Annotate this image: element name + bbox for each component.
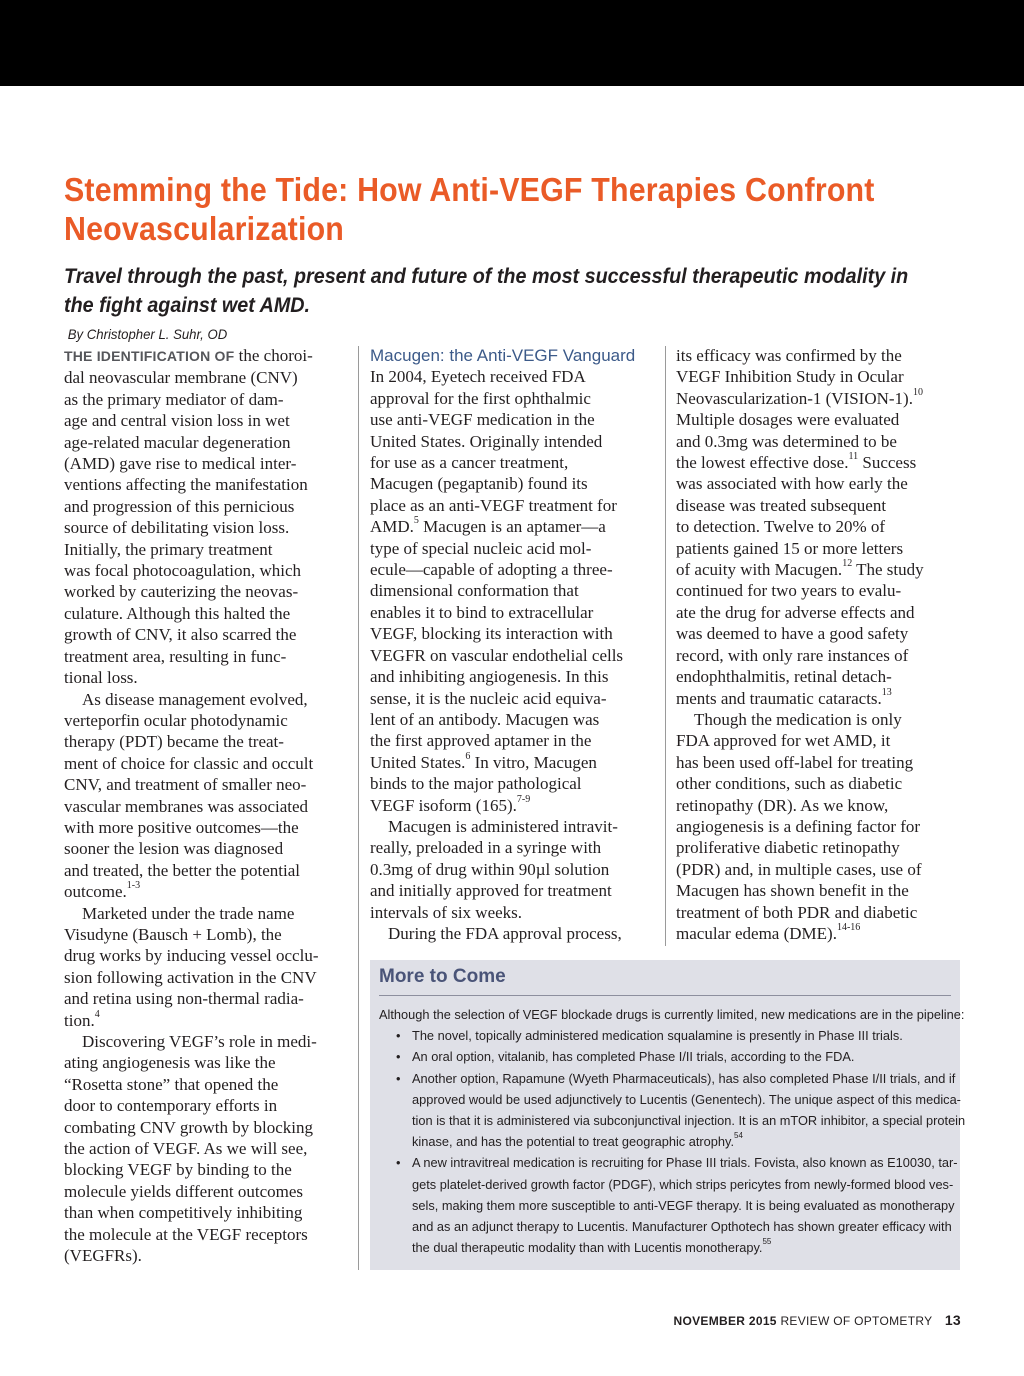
bullet-continuation: gets platelet-derived growth factor (PDGF), which strips pericytes from newly-formed blood ves-: [412, 1176, 954, 1192]
text-line: binds to the major pathological: [370, 774, 582, 794]
title-line: Neovascularization: [64, 210, 345, 247]
text-line: and inhibiting angiogenesis. In this: [370, 667, 609, 687]
text-line: [676, 559, 966, 580]
text-line: [676, 688, 966, 709]
reference-marker: 12: [842, 558, 853, 570]
text-line: ecule—capable of adopting a three-: [370, 560, 613, 580]
page-footer: [674, 1312, 961, 1328]
reference-marker: 10: [912, 386, 923, 398]
bullet-icon: •: [396, 1028, 401, 1044]
text-line: “Rosetta stone” that opened the: [64, 1074, 279, 1094]
bullet-continuation: approved would be used adjunctively to Lucentis (Genentech). The unique aspect of this medica-: [412, 1091, 961, 1107]
reference-marker: 4: [94, 1008, 100, 1020]
text-line: intervals of six weeks.: [370, 902, 523, 922]
bullet-item: [379, 1025, 955, 1046]
text-line: ment of choice for classic and occult: [64, 753, 314, 773]
text-line: place as an anti-VEGF treatment for: [370, 495, 617, 515]
text-line: verteporfin ocular photodynamic: [64, 710, 288, 730]
text-line: (AMD) gave rise to medical inter-: [64, 454, 297, 474]
text: VEGF isoform (165).: [370, 795, 517, 815]
reference-marker: 7-9: [516, 793, 531, 805]
text-line: sooner the lesion was diagnosed: [64, 839, 284, 859]
text-line: source of debilitating vision loss.: [64, 518, 290, 538]
text-line: blocking VEGF by binding to the: [64, 1160, 292, 1180]
text-line: Marketed under the trade name: [82, 903, 295, 923]
text-line: VEGFR on vascular endothelial cells: [370, 645, 624, 665]
text: A new intravitreal medication is recruiting for Phase III trials. Fovista, also known as E10030, tar-: [412, 1155, 958, 1171]
text-line: VEGF, blocking its interaction with: [370, 624, 613, 644]
bullet-continuation: [379, 1237, 955, 1258]
text-line: ate the drug for adverse effects and: [676, 602, 915, 622]
text: outcome.: [64, 882, 127, 902]
text-line: enables it to bind to extracellular: [370, 602, 594, 622]
text-line: [64, 1010, 349, 1031]
reference-marker: 54: [734, 1131, 743, 1141]
text-line: and treated, the better the potential: [64, 860, 301, 880]
text-line: the first approved aptamer in the: [370, 731, 592, 751]
sidebar-more-to-come: [370, 960, 966, 1270]
text-line: [370, 516, 660, 537]
text-line: sion following activation in the CNV: [64, 967, 317, 987]
text-line: [64, 881, 349, 902]
text-line: approval for the first ophthalmic: [370, 388, 591, 408]
text-line: vascular membranes was associated: [64, 796, 309, 816]
text-line: [370, 752, 660, 773]
lead-in: THE IDENTIFICATION OF: [64, 348, 235, 364]
text-line: proliferative diabetic retinopathy: [676, 838, 900, 858]
text-line: [676, 923, 966, 944]
text-line: treatment area, resulting in func-: [64, 646, 287, 666]
text: The study: [852, 560, 924, 580]
text-line: Visudyne (Bausch + Lomb), the: [64, 924, 282, 944]
text-line: CNV, and treatment of smaller neo-: [64, 775, 307, 795]
text-line: other conditions, such as diabetic: [676, 774, 903, 794]
section-subhead: Macugen: the Anti-VEGF Vanguard: [370, 346, 636, 365]
text-line: [370, 795, 660, 816]
text-line: and 0.3mg was determined to be: [676, 431, 897, 451]
text-line: drug works by inducing vessel occlu-: [64, 946, 319, 966]
bullet-continuation: and as an adjunct therapy to Lucentis. Manufacturer Opthotech has shown greater efficacy with: [412, 1219, 952, 1235]
text: In vitro, Macugen: [470, 752, 597, 772]
text: kinase, and has the potential to treat geographic atrophy.: [412, 1134, 735, 1150]
text-line: As disease management evolved,: [82, 689, 308, 709]
reference-marker: 5: [413, 515, 419, 527]
text-line: continued for two years to evalu-: [676, 581, 902, 601]
sidebar-body: [379, 1004, 966, 1258]
bullet-item: [379, 1068, 955, 1089]
text-line: worked by cauterizing the neovas-: [64, 582, 299, 602]
text: tion.: [64, 1010, 95, 1030]
issue-date: NOVEMBER 2015: [673, 1314, 777, 1328]
text-line: [64, 345, 349, 367]
text-line: was focal photocoagulation, which: [64, 561, 301, 581]
text: macular edema (DME).: [676, 923, 837, 943]
text-line: was deemed to have a good safety: [676, 624, 909, 644]
text-line: with more positive outcomes—the: [64, 817, 299, 837]
text-line: During the FDA approval process,: [388, 923, 622, 943]
text: the choroi-: [238, 346, 313, 365]
text-line: United States. Originally intended: [370, 431, 603, 451]
bullet-continuation: tion is that it is administered via subconjunctival injection. It is an mTOR inhibitor, a special protein: [412, 1113, 966, 1129]
text-line: door to contemporary efforts in: [64, 1096, 278, 1116]
sidebar-intro: Although the selection of VEGF blockade drugs is currently limited, new medications are in the pipeline:: [379, 1007, 965, 1022]
column-divider: [358, 346, 359, 1270]
text-line: molecule yields different outcomes: [64, 1181, 304, 1201]
text: Another option, Rapamune (Wyeth Pharmaceuticals), has also completed Phase I/II trials, and if: [412, 1070, 956, 1086]
text: AMD.: [370, 517, 414, 537]
text-line: (VEGFRs).: [64, 1246, 142, 1266]
text: The novel, topically administered medication squalamine is presently in Phase III trials.: [412, 1028, 903, 1044]
text-line: sense, it is the nucleic acid equiva-: [370, 688, 607, 708]
text: An oral option, vitalanib, has completed Phase I/II trials, according to the FDA.: [412, 1049, 855, 1065]
text-line: Macugen (pegaptanib) found its: [370, 474, 588, 494]
bullet-continuation: sels, making them more susceptible to anti-VEGF therapy. It is being evaluated as monotherapy: [412, 1197, 955, 1213]
reference-marker: 13: [881, 686, 892, 698]
sidebar-rule: [379, 995, 951, 996]
text-line: angiogenesis is a defining factor for: [676, 816, 921, 836]
text: Neovascularization-1 (VISION-1).: [676, 388, 913, 408]
reference-marker: 6: [465, 750, 471, 762]
text-line: Macugen is administered intravit-: [388, 816, 618, 836]
text-line: culature. Although this halted the: [64, 603, 291, 623]
text-line: therapy (PDT) became the treat-: [64, 732, 284, 752]
body-column-1: [64, 345, 349, 1266]
text: United States.: [370, 752, 466, 772]
text: the dual therapeutic modality than with Lucentis monotherapy.: [412, 1240, 763, 1256]
text-line: and retina using non-thermal radia-: [64, 989, 304, 1009]
text-line: Though the medication is only: [694, 709, 902, 729]
text-line: Multiple dosages were evaluated: [676, 410, 900, 430]
text-line: really, preloaded in a syringe with: [370, 838, 602, 858]
text-line: growth of CNV, it also scarred the: [64, 625, 297, 645]
text-line: type of special nucleic acid mol-: [370, 538, 592, 558]
publication-name: REVIEW OF OPTOMETRY: [780, 1314, 933, 1328]
text-line: age and central vision loss in wet: [64, 411, 290, 431]
text-line: lent of an antibody. Macugen was: [370, 709, 600, 729]
column-divider: [665, 346, 666, 946]
text-line: endophthalmitis, retinal detach-: [676, 667, 892, 687]
bullet-item: [379, 1046, 955, 1067]
text-line: ating angiogenesis was like the: [64, 1053, 276, 1073]
byline: By Christopher L. Suhr, OD: [67, 326, 228, 342]
text-line: record, with only rare instances of: [676, 645, 909, 665]
deck-line: Travel through the past, present and future of the most successful therapeutic modality in: [64, 265, 909, 288]
text-line: disease was treated subsequent: [676, 495, 887, 515]
sidebar-title: More to Come: [379, 966, 506, 987]
text-line: 0.3mg of drug within 90µl solution: [370, 859, 610, 879]
text: ments and traumatic cataracts.: [676, 688, 882, 708]
text-line: dal neovascular membrane (CNV): [64, 368, 298, 388]
text-line: age-related macular degeneration: [64, 432, 291, 452]
text-line: VEGF Inhibition Study in Ocular: [676, 367, 904, 387]
text: of acuity with Macugen.: [676, 560, 843, 580]
text-line: Initially, the primary treatment: [64, 539, 273, 559]
body-column-2: [370, 345, 660, 944]
body-column-3: [676, 345, 966, 944]
text-line: (PDR) and, in multiple cases, use of: [676, 859, 922, 879]
article-deck: [64, 262, 938, 349]
text-line: In 2004, Eyetech received FDA: [370, 367, 586, 387]
title-line: Stemming the Tide: How Anti-VEGF Therapies Confront: [64, 171, 875, 208]
text-line: to detection. Twelve to 20% of: [676, 517, 886, 537]
text-line: FDA approved for wet AMD, it: [676, 731, 891, 751]
text-line: was associated with how early the: [676, 474, 908, 494]
article-title: [64, 170, 892, 248]
text: Success: [858, 453, 917, 473]
bullet-icon: •: [396, 1070, 401, 1086]
reference-marker: 11: [848, 451, 859, 463]
text-line: Macugen has shown benefit in the: [676, 881, 909, 901]
text-line: treatment of both PDR and diabetic: [676, 902, 918, 922]
text-line: [676, 452, 966, 473]
bullet-icon: •: [396, 1049, 401, 1065]
text-line: ventions affecting the manifestation: [64, 475, 308, 495]
text-line: and progression of this pernicious: [64, 496, 295, 516]
text-line: the molecule at the VEGF receptors: [64, 1224, 308, 1244]
text-line: combating CNV growth by blocking: [64, 1117, 313, 1137]
page-number: 13: [944, 1312, 961, 1328]
reference-marker: 55: [762, 1237, 772, 1247]
deck-line: [64, 291, 938, 349]
reference-marker: 1-3: [126, 880, 141, 892]
text-line: has been used off-label for treating: [676, 752, 914, 772]
text-line: its efficacy was confirmed by the: [676, 346, 902, 365]
text-line: and initially approved for treatment: [370, 881, 612, 901]
text-line: as the primary mediator of dam-: [64, 389, 284, 409]
bullet-icon: •: [396, 1155, 401, 1171]
text-line: tional loss.: [64, 668, 138, 688]
text-line: dimensional conformation that: [370, 581, 579, 601]
text-line: use anti-VEGF medication in the: [370, 410, 595, 430]
reference-marker: 14-16: [836, 921, 861, 933]
bullet-continuation: [379, 1131, 955, 1152]
text: Macugen is an aptamer—a: [418, 517, 606, 537]
text-line: the action of VEGF. As we will see,: [64, 1139, 308, 1159]
deck-line-text: the fight against wet AMD.: [64, 294, 311, 317]
text-line: Discovering VEGF’s role in medi-: [82, 1032, 317, 1051]
text-line: patients gained 15 or more letters: [676, 538, 904, 558]
text-line: [676, 388, 966, 409]
text-line: for use as a cancer treatment,: [370, 453, 569, 473]
top-black-bar: [0, 0, 1024, 86]
text-line: than when competitively inhibiting: [64, 1203, 303, 1223]
text: the lowest effective dose.: [676, 453, 849, 473]
text-line: retinopathy (DR). As we know,: [676, 795, 889, 815]
bullet-item: [379, 1152, 958, 1173]
